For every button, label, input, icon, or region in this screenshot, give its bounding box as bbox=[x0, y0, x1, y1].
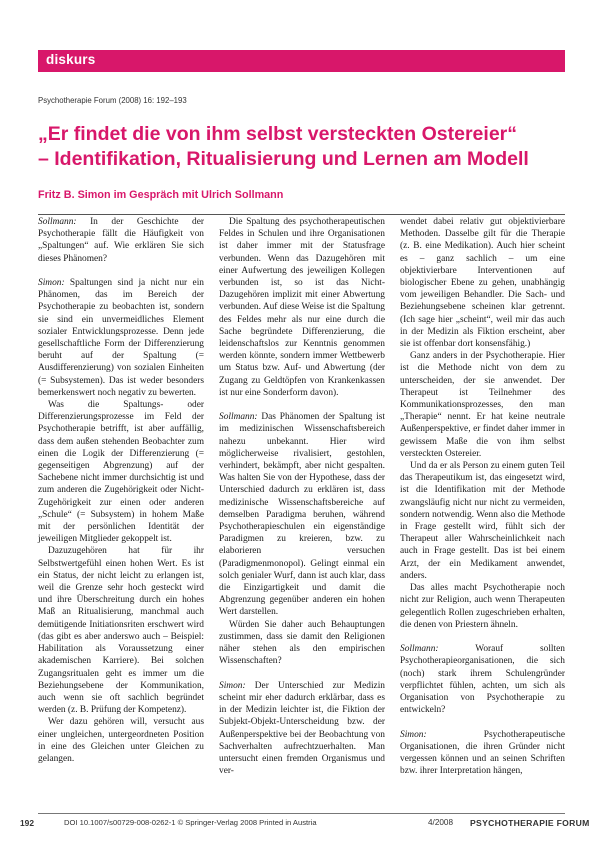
header-rule bbox=[38, 214, 565, 215]
journal-citation: Psychotherapie Forum (2008) 16: 192–193 bbox=[38, 96, 187, 105]
text-column-2 bbox=[219, 216, 385, 777]
title-line-2: – Identifikation, Ritualisierung und Lernen am Modell bbox=[38, 148, 529, 170]
paragraph: Simon: Spaltungen sind ja nicht nur ein Phänomen, das im Bereich der Psychotherapie zu beobachten ist, sondern sie sind ein unvermeidliches Element sozialer Entwicklungsprozesse. Denn jede gesellschaftliche Form der Differenzierung beruht auf der Spaltung (= Ausdifferenzierung) von sozialen Einheiten (= Subsystemen). Das ist weder besonders bemerkenswert noch negativ zu bewerten. bbox=[38, 278, 204, 398]
page-number: 192 bbox=[20, 818, 34, 828]
text-column-1 bbox=[38, 216, 204, 765]
paragraph: Und da er als Person zu einem guten Teil das Therapeutikum ist, das eingesetzt wird, ist die Identifikation mit der Methode zwangsläufig nicht nur nicht zu vermeiden, sondern notwendig. Wenn also die Methode in Frage gestellt wird, fühlt sich der Therapeut aller Wahrscheinlichkeit nach auch in Frage gestellt. Das ist bei einem Arzt, der ein Medikament anwendet, anders. bbox=[400, 461, 565, 581]
article-subtitle: Fritz B. Simon im Gespräch mit Ulrich Sollmann bbox=[38, 189, 284, 201]
speaker-label: Sollmann: bbox=[400, 644, 439, 655]
paragraph: Sollmann: Das Phänomen der Spaltung ist im medizinischen Wissenschaftsbereich nahezu unbekannt. Hier wird möglicherweise rivalisiert, gestohlen, verhindert, bekämpft, aber nicht gespalten. Was halten Sie von der Hypothese, dass der Unterschied dadurch zu erklären ist, dass medizinische Wissenschaftsbereiche auf demselben Paradigma beruhen, während Psychotherapieschulen ein eigenständige Paradigmen zu kreieren, bzw. zu elaborieren versuchen (Paradigmenmonopol). Gelingt einmal ein solch genialer Wurf, dann ist auch klar, dass die Einzigartigkeit und damit die Abgrenzung gegenüber anderen ein hohen Wert darstellen. bbox=[219, 412, 385, 618]
speaker-label: Simon: bbox=[38, 278, 65, 288]
issue-number: 4/2008 bbox=[428, 818, 454, 827]
section-banner bbox=[38, 50, 565, 72]
paragraph: Sollmann: In der Geschichte der Psychotherapie fällt die Häufigkeit von „Spaltungen“ auf. Wie erklären Sie sich dieses Phänomen? bbox=[38, 217, 204, 264]
speaker-label: Sollmann: bbox=[219, 412, 258, 423]
paragraph: Das alles macht Psychotherapie noch nicht zur Religion, auch wenn Therapeuten gelegentlich Rollen zugeschrieben erhalten, die denen von Priestern ähneln. bbox=[400, 583, 565, 630]
text-column-3 bbox=[400, 216, 565, 777]
section-label: diskurs bbox=[46, 52, 96, 67]
journal-name: PSYCHOTHERAPIE FORUM bbox=[470, 818, 590, 828]
speaker-label: Simon: bbox=[219, 680, 246, 691]
article-title bbox=[38, 122, 573, 172]
speaker-label: Sollmann: bbox=[38, 217, 77, 227]
paragraph: Ganz anders in der Psychotherapie. Hier ist die Methode nicht von dem zu unterscheiden, der sie anwendet. Der Therapeut ist Teilnehmer des Kommunikationsprozesses, den man „Therapie“ nennt. Er hat keine neutrale Außenperspektive, er findet daher immer in gewissem Maße die von ihm selbst versteckten Ostereier. bbox=[400, 351, 565, 459]
paragraph: Simon: Der Unterschied zur Medizin scheint mir eher dadurch erklärbar, dass es in der Medizin leichter ist, die Fiktion der Subjekt-Objekt-Unterscheidung bzw. der Außenperspektive bei der Beobachtung von Sachverhalten aufrechtzuerhalten. Man untersucht einen fremden Organismus und ver- bbox=[219, 680, 385, 777]
paragraph: Die Spaltung des psychotherapeutischen Feldes in Schulen und ihre Organisationen ist daher immer mit der Statusfrage verbunden. Wenn das Dazugehören mit einer Aufwertung des jeweiligen Kollegen verbunden ist, so ist das Nicht-Dazugehören implizit mit einer Abwertung verbunden. Auf diese Weise ist die Spaltung des Feldes mehr als nur eine durch die Sache begründete Differenzierung, die leidenschaftslos zur Kenntnis genommen werden könnte, sondern immer Wettbewerb um Status bzw. Auf- und Abwertung (der Zugang zu Geldtöpfen von Krankenkassen ist nur eine Sonderform davon). bbox=[219, 217, 385, 398]
paragraph: Dazuzugehören hat für ihr Selbstwertgefühl einen hohen Wert. Es ist ein Status, der nicht leicht zu erlangen ist, weil die Grenze sehr hoch gesteckt wird und ihre Überschreitung durch ein hohes Maß an Ritualisierung, manchmal auch demütigende Initiationsriten erschwert wird (das gibt es aber anderswo auch – Beispiel: Habilitation als Voraussetzung einer akademischen Karriere). Bei solchen Zugangsritualen geht es immer um die Beziehungsebene der Kommunikation, auch wenn sie oft sachlich begründet werden (z. B. Prüfung der Kompetenz). bbox=[38, 546, 204, 716]
speaker-label: Simon: bbox=[400, 729, 427, 740]
title-line-1: „Er findet die von ihm selbst versteckten Ostereier“ bbox=[38, 123, 517, 145]
paragraph: Was die Spaltungs- oder Differenzierungsprozesse im Feld der Psychotherapie betrifft, ist aber auffällig, dass dem außen stehenden Beobachter zum einen die Logik der Differenzierung (= gegenseitigen Abgrenzung) auf der Sachebene nicht immer durchsichtig ist und zum anderen die Zugehörigkeit oder Nicht-Zugehörigkeit zur einen oder anderen „Schule“ (= Subsystem) in hohem Maße mit der persönlichen Identität der jeweiligen Mitglieder gekoppelt ist. bbox=[38, 400, 204, 545]
paragraph: wendet dabei relativ gut objektivierbare Methoden. Dasselbe gilt für die Therapie (z. B. eine Medikation). Auch hier scheint es – ganz sachlich – um eine objektivierbare Interventionen auf biologischer Ebene zu gehen, unabhängig vom jeweiligen Behandler. Die Sach- und Beziehungsebene scheinen klar getrennt. (Ich sage hier „scheint“, weil mir das auch in der Medizin als Fiktion erscheint, aber sie ist offenbar dort konsensfähig.) bbox=[400, 217, 565, 350]
footer-rule bbox=[38, 813, 565, 814]
doi-line: DOI 10.1007/s00729-008-0262-1 © Springer-Verlag 2008 Printed in Austria bbox=[64, 818, 317, 827]
paragraph: Simon: Psychotherapeutische Organisationen, die ihren Gründer nicht vergessen können und an seinen Schriften bzw. ihrer Interpretation hängen, bbox=[400, 729, 565, 777]
paragraph: Würden Sie daher auch Behauptungen zustimmen, dass sie damit den Religionen näher stehen als den empirischen Wissenschaften? bbox=[219, 619, 385, 667]
paragraph: Wer dazu gehören will, versucht aus einer ungleichen, untergeordneten Position in eine des Gleichen unter Gleichen zu gelangen. bbox=[38, 717, 204, 764]
paragraph: Sollmann: Worauf sollten Psychotherapieorganisationen, die sich (noch) stark ihrem Schulengründer verpflichtet fühlen, achten, um sich als Organisation von Psychotherapie zu entwickeln? bbox=[400, 644, 565, 716]
